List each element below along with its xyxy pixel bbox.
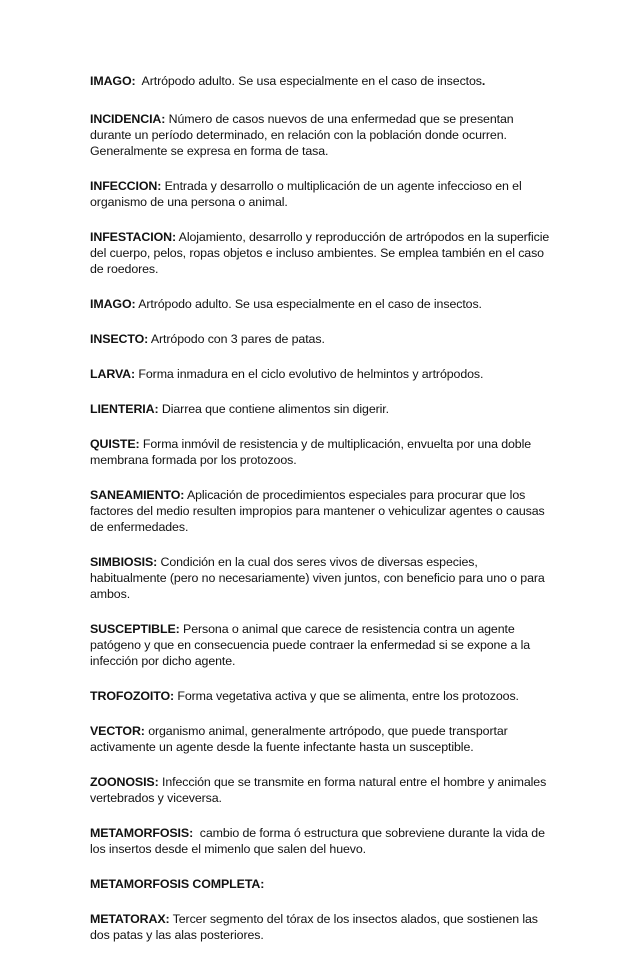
glossary-term: IMAGO: (90, 297, 136, 311)
glossary-term: QUISTE: (90, 437, 140, 451)
glossary-definition: Aplicación de procedimientos especiales para procurar que los factores del medio resulten impropios para mantener o vehiculizar agentes o causas de enfermedades. (90, 488, 545, 534)
glossary-definition: Forma inmóvil de resistencia y de multiplicación, envuelta por una doble membrana formada por los protozoos. (90, 437, 532, 467)
glossary-document (90, 73, 555, 962)
glossary-term: IMAGO: (90, 74, 136, 88)
glossary-entry (90, 436, 555, 468)
glossary-entry (90, 178, 555, 210)
glossary-term: METAMORFOSIS COMPLETA: (90, 877, 265, 891)
glossary-entry (90, 331, 555, 347)
glossary-term: LIENTERIA: (90, 402, 159, 416)
glossary-definition: Tercer segmento del tórax de los insectos alados, que sostienen las dos patas y las alas posteriores. (90, 912, 538, 942)
glossary-definition: Alojamiento, desarrollo y reproducción de artrópodos en la superficie del cuerpo, pelos, ropas objetos e incluso ambientes. Se emplea también en el caso de roedores. (90, 230, 550, 276)
glossary-entry (90, 366, 555, 382)
glossary-entry (90, 825, 555, 857)
glossary-term: VECTOR: (90, 724, 145, 738)
term-separator (193, 826, 200, 840)
glossary-term: ZOONOSIS: (90, 775, 159, 789)
glossary-entry (90, 774, 555, 806)
glossary-definition: Condición en la cual dos seres vivos de diversas especies, habitualmente (pero no necesariamente) viven juntos, con beneficio para uno o para ambos. (90, 555, 545, 601)
glossary-entry (90, 621, 555, 669)
glossary-term: LARVA: (90, 367, 136, 381)
glossary-definition: Entrada y desarrollo o multiplicación de un agente infeccioso en el organismo de una persona o animal. (90, 179, 522, 209)
glossary-definition: Diarrea que contiene alimentos sin digerir. (161, 402, 389, 416)
glossary-term: METATORAX: (90, 912, 170, 926)
glossary-definition: organismo animal, generalmente artrópodo, que puede transportar activamente un agente desde la fuente infectante hasta un susceptible. (90, 724, 508, 754)
glossary-term: METAMORFOSIS: (90, 826, 194, 840)
glossary-entry (90, 688, 555, 704)
glossary-definition: Artrópodo con 3 pares de patas. (150, 332, 325, 346)
glossary-entry (90, 296, 555, 312)
glossary-term: SANEAMIENTO: (90, 488, 185, 502)
glossary-entry (90, 487, 555, 535)
glossary-definition: Infección que se transmite en forma natural entre el hombre y animales vertebrados y viceversa. (90, 775, 547, 805)
glossary-entry (90, 876, 555, 892)
glossary-entry (90, 229, 555, 277)
glossary-term: INCIDENCIA: (90, 112, 166, 126)
glossary-entry (90, 73, 555, 89)
glossary-entry (90, 111, 555, 159)
definition-tail: . (481, 74, 486, 88)
glossary-term: TROFOZOITO: (90, 689, 175, 703)
glossary-definition: Artrópodo adulto. Se usa especialmente en el caso de insectos. (138, 297, 482, 311)
glossary-entry (90, 723, 555, 755)
glossary-definition: Persona o animal que carece de resistencia contra un agente patógeno y que en consecuencia puede contraer la enfermedad si se expone a la infección por dicho agente. (90, 622, 531, 668)
glossary-term: INFECCION: (90, 179, 162, 193)
glossary-definition: Forma vegetativa activa y que se alimenta, entre los protozoos. (177, 689, 519, 703)
glossary-entry (90, 911, 555, 943)
glossary-term: INSECTO: (90, 332, 149, 346)
glossary-entry (90, 554, 555, 602)
glossary-term: INFESTACION: (90, 230, 176, 244)
glossary-term: SIMBIOSIS: (90, 555, 158, 569)
glossary-entry (90, 401, 555, 417)
glossary-definition: Número de casos nuevos de una enfermedad que se presentan durante un período determinado, en relación con la población donde ocurren. Generalmente se expresa en forma de tasa. (90, 112, 514, 158)
glossary-definition: Artrópodo adulto. Se usa especialmente en el caso de insectos (141, 74, 482, 88)
glossary-definition: Forma inmadura en el ciclo evolutivo de helmintos y artrópodos. (138, 367, 484, 381)
glossary-term: SUSCEPTIBLE: (90, 622, 180, 636)
glossary-definition: cambio de forma ó estructura que sobreviene durante la vida de los insertos desde el mimenlo que salen del huevo. (90, 826, 545, 856)
